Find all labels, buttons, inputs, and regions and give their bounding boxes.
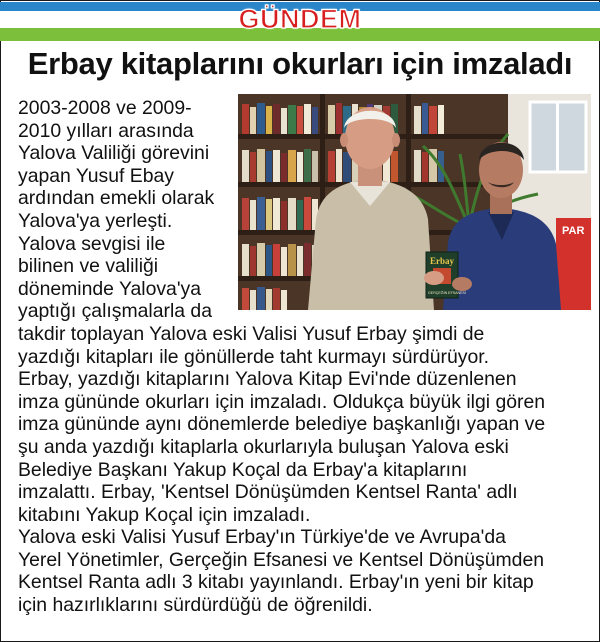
- article-headline: Erbay kitaplarını okurları için imzaladı: [27, 46, 573, 81]
- book-title-text: Erbay: [430, 256, 455, 266]
- article-line: döneminde Yalova'ya: [18, 277, 202, 300]
- article-line: imza gününde aynı dönemlerde belediye başkanlığı yapan ve: [18, 413, 546, 436]
- article-line: imzalattı. Erbay, 'Kentsel Dönüşümden Kentsel Ranta' adlı: [18, 481, 518, 504]
- article-line: için hazırlıklarını sürdürdüğü de öğrenildi.: [18, 594, 373, 617]
- article-line: 2003-2008 ve 2009-: [18, 97, 192, 119]
- article-line: Yalova sevgisi ile: [18, 232, 166, 255]
- section-banner: [0, 0, 600, 44]
- article-line: imza gününde okurları için imzaladı. Oldukça büyük ilgi gören: [18, 390, 546, 413]
- article-line: yaptığı çalışmalarla da: [18, 300, 213, 323]
- article-line: Yalova'ya yerleşti.: [18, 209, 173, 232]
- book-subtitle-text: GERÇEĞİN EFSANESİ: [428, 291, 466, 295]
- article-line: Kentsel Ranta adlı 3 kitabı yayınlandı. Erbay'ın yeni bir kitap: [18, 571, 534, 594]
- article-line: takdir toplayan Yalova eski Valisi Yusuf Erbay şimdi de: [18, 322, 485, 345]
- article-line: Erbay, yazdığı kitaplarını Yalova Kitap Evi'nde düzenlenen: [18, 368, 517, 391]
- article-line: Yalova eski Valisi Yusuf Erbay'ın Türkiye'de ve Avrupa'da: [18, 526, 506, 549]
- article-line: yazdığı kitapları ile gönüllerde taht kurmayı sürdürüyor.: [18, 345, 489, 368]
- article-body: [18, 97, 596, 617]
- article-line: ardından emekli olarak: [18, 187, 215, 210]
- article-line: şu anda yazdığı kitaplarla okurlarıyla buluşan Yalova eski: [18, 435, 509, 458]
- article-line: Yalova Valiliği görevini: [18, 142, 210, 165]
- article-line: bilinen ve valiliği: [18, 255, 159, 278]
- article-line: Yerel Yönetimler, Gerçeğin Efsanesi ve Kentsel Dönüşümden: [18, 548, 545, 571]
- article-line: 2010 yılları arasında: [18, 119, 194, 142]
- article-line: kitabını Yakup Koçal için imzaladı.: [18, 503, 311, 526]
- shop-sign-text: PAR: [562, 225, 585, 237]
- article-line: Belediye Başkanı Yakup Koçal da Erbay'a kitaplarını: [18, 458, 468, 481]
- article-line: yapan Yusuf Ebay: [18, 164, 174, 187]
- section-title: GÜNDEM: [238, 4, 362, 34]
